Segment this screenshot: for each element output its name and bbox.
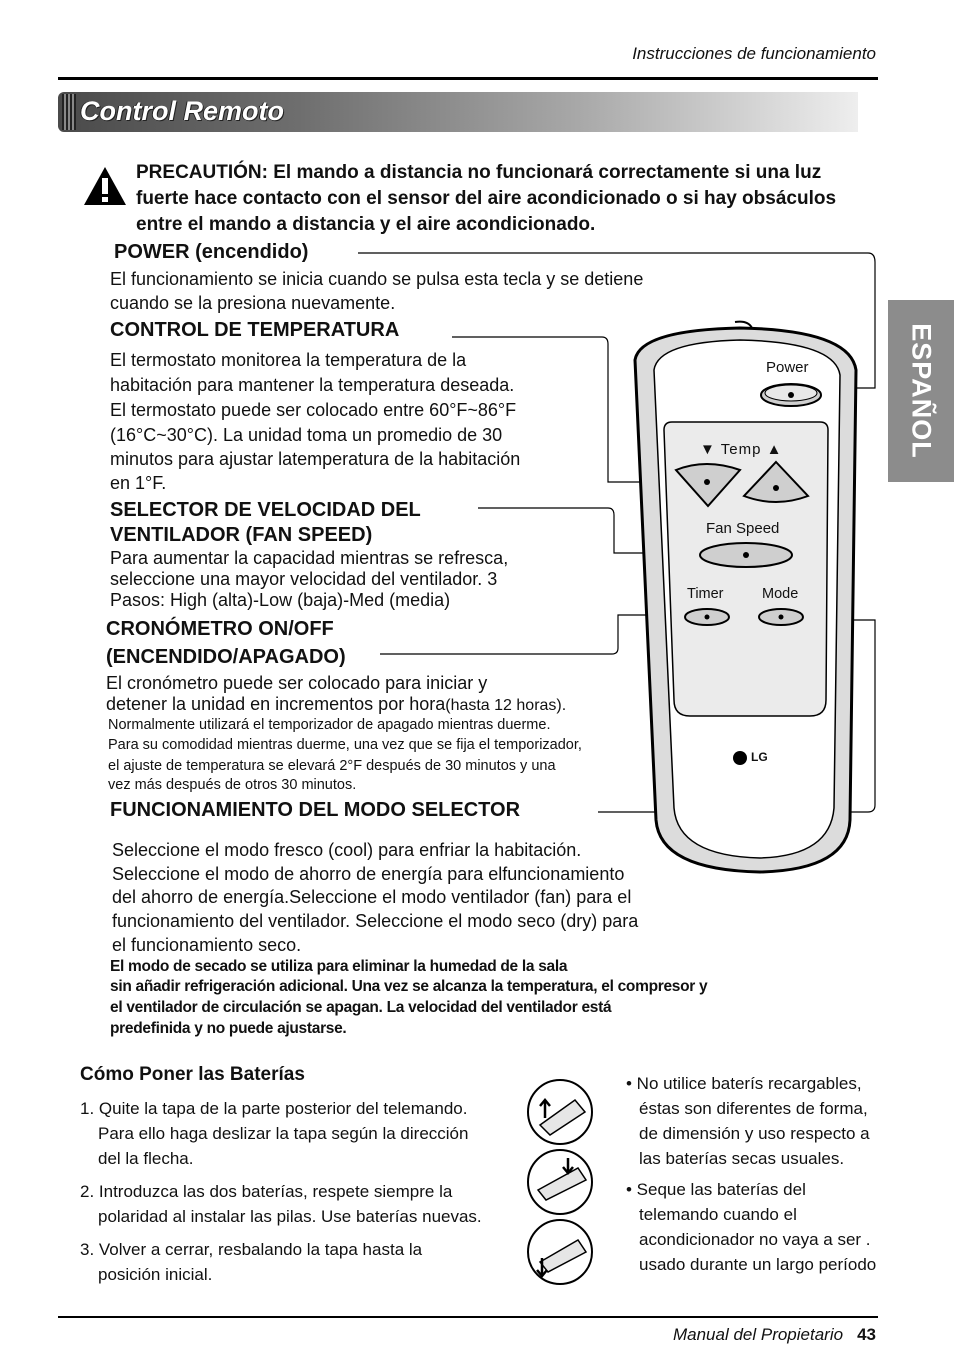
remote-timer-label: Timer <box>687 586 724 602</box>
mode-line-3: del ahorro de energía.Seleccione el modo ventilador (fan) para el <box>112 887 632 907</box>
step-2-line-2: polaridad al instalar las pilas. Use baterías nuevas. <box>98 1207 482 1226</box>
running-header: Instrucciones de funcionamiento <box>632 44 876 63</box>
timer-title-1: CRONÓMETRO ON/OFF <box>106 618 334 640</box>
section-title: Control Remoto <box>80 96 284 126</box>
note-1-line-2: éstas son diferentes de forma, <box>639 1099 868 1118</box>
page-number: 43 <box>857 1325 876 1344</box>
mode-title: FUNCIONAMIENTO DEL MODO SELECTOR <box>110 799 521 821</box>
remote-temp-label: ▼ Temp ▲ <box>700 441 783 458</box>
fan-line-2: seleccione una mayor velocidad del ventilador. 3 <box>110 569 498 589</box>
mode-line-1: Seleccione el modo fresco (cool) para enfriar la habitación. <box>112 840 582 860</box>
step-1-line-1: 1. Quite la tapa de la parte posterior del telemando. <box>80 1099 468 1118</box>
note-2-line-1: • Seque las baterías del <box>626 1180 806 1199</box>
mode-dry-4: predefinida y no puede ajustarse. <box>110 1020 347 1037</box>
timer-line-2-main: detener la unidad en incrementos por hora <box>106 694 446 714</box>
note-1-line-1: • No utilice baterís recargables, <box>626 1074 862 1093</box>
power-text-2: cuando se la presiona nuevamente. <box>110 293 396 313</box>
power-title: POWER (encendido) <box>114 241 309 263</box>
step-3-line-1: 3. Volver a cerrar, resbalando la tapa hasta la <box>80 1240 423 1259</box>
lg-logo: LG <box>751 750 768 764</box>
timer-note-2: Para su comodidad mientras duerme, una vez que se fija el temporizador, <box>108 737 582 753</box>
fan-title-2: VENTILADOR (FAN SPEED) <box>110 524 373 546</box>
temp-line-5: minutos para ajustar latemperatura de la habitación <box>110 449 521 469</box>
timer-note-1: Normalmente utilizará el temporizador de apagado mientras duerme. <box>108 717 551 733</box>
footer-text: Manual del Propietario <box>672 1325 844 1344</box>
note-2-line-3: acondicionador no vaya a ser . <box>639 1230 871 1249</box>
temp-line-1: El termostato monitorea la temperatura de la <box>110 350 467 370</box>
note-2-line-4: usado durante un largo período <box>639 1255 877 1274</box>
fan-title-1: SELECTOR DE VELOCIDAD DEL <box>110 499 421 521</box>
temp-line-6: en 1°F. <box>110 473 167 493</box>
temp-line-2: habitación para mantener la temperatura deseada. <box>110 375 515 395</box>
power-text-1: El funcionamiento se inicia cuando se pulsa esta tecla y se detiene <box>110 269 644 289</box>
step-1-line-3: del la flecha. <box>98 1149 194 1168</box>
caution-text: PRECAUTIÓN: El mando a distancia no funcionará correctamente si una luz fuerte hace contacto con el sensor del aire acondicionado o si hay obsáculos entre el mando a distancia y el aire acondicionado. <box>136 162 837 235</box>
fan-line-1: Para aumentar la capacidad mientras se refresca, <box>110 548 509 568</box>
step-2-line-1: 2. Introduzca las dos baterías, respete siempre la <box>80 1182 453 1201</box>
note-1-line-3: de dimensión y uso respecto a <box>639 1124 870 1143</box>
mode-dry-2: sin añadir refrigeración adicional. Una vez se alcanza la temperatura, el compresor y <box>110 978 708 995</box>
footer <box>673 1325 876 1345</box>
note-1-line-4: las baterías secas usuales. <box>639 1149 845 1168</box>
timer-title-2: (ENCENDIDO/APAGADO) <box>106 646 346 668</box>
timer-line-1: El cronómetro puede ser colocado para iniciar y <box>106 673 488 693</box>
mode-line-4: funcionamiento del ventilador. Seleccione el modo seco (dry) para <box>112 911 639 931</box>
note-2-line-2: telemando cuando el <box>639 1205 797 1224</box>
batteries-title: Cómo Poner las Baterías <box>80 1064 305 1085</box>
bottom-rule <box>58 1316 878 1318</box>
temp-line-4: (16°C~30°C). La unidad toma un promedio de 30 <box>110 425 503 445</box>
timer-line-2-note: (hasta 12 horas). <box>445 697 567 714</box>
remote-fan-label: Fan Speed <box>706 520 780 537</box>
step-1-line-2: Para ello haga deslizar la tapa según la dirección <box>98 1124 469 1143</box>
remote-mode-label: Mode <box>762 586 799 602</box>
language-tab-label: ESPAÑOL <box>906 323 937 459</box>
mode-line-5: el funcionamiento seco. <box>112 935 302 955</box>
timer-note-4: vez más después de otros 30 minutos. <box>108 777 357 793</box>
remote-power-label: Power <box>766 359 809 376</box>
mode-dry-1: El modo de secado se utiliza para eliminar la humedad de la sala <box>110 958 568 975</box>
mode-dry-3: el ventilador de circulación se apagan. La velocidad del ventilador está <box>110 999 612 1016</box>
mode-line-2: Seleccione el modo de ahorro de energía para elfuncionamiento <box>112 864 625 884</box>
step-3-line-2: posición inicial. <box>98 1265 213 1284</box>
temp-title: CONTROL DE TEMPERATURA <box>110 319 400 341</box>
fan-line-3: Pasos: High (alta)-Low (baja)-Med (media) <box>110 590 451 610</box>
timer-note-3: el ajuste de temperatura se elevará 2°F después de 30 minutos y una <box>108 758 556 774</box>
temp-line-3: El termostato puede ser colocado entre 60°F~86°F <box>110 400 517 420</box>
